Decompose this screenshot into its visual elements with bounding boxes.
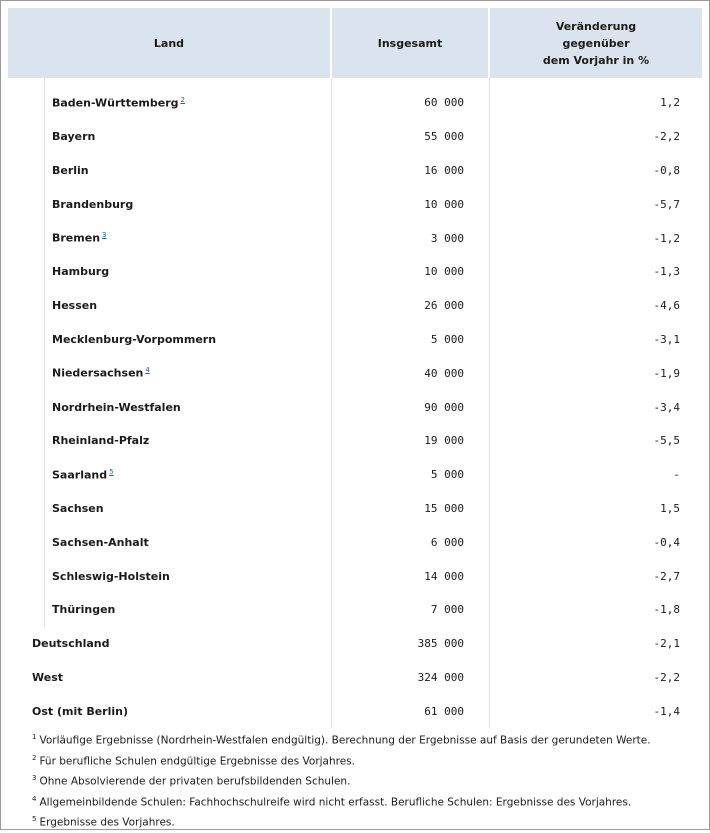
total-cell: 15 000 [332, 492, 490, 526]
footnote-text: Allgemeinbildende Schulen: Fachhochschulreife wird nicht erfasst. Berufliche Schulen: Ergebnisse des Vorjahres. [39, 796, 632, 809]
table-row [8, 289, 702, 323]
table-row [8, 78, 702, 120]
total-cell: 6 000 [332, 525, 490, 559]
summary-change-cell: -2,1 [653, 637, 680, 651]
summary-land-cell: Deutschland [8, 627, 332, 661]
land-cell [8, 120, 332, 154]
summary-land-cell: Ost (mit Berlin) [8, 694, 332, 728]
land-name: Hamburg [52, 265, 110, 279]
footnote-text: Vorläufige Ergebnisse (Nordrhein-Westfalen endgültig). Berechnung der Ergebnisse auf Basis der gerundeten Werte. [39, 734, 651, 747]
change-cell: -2,7 [653, 569, 680, 583]
footnote-item [32, 768, 692, 789]
total-cell: 16 000 [332, 154, 490, 188]
table-row [8, 323, 702, 357]
summary-row [8, 661, 702, 695]
total-cell: 14 000 [332, 559, 490, 593]
summary-change-cell: -1,4 [653, 704, 680, 718]
footnote-ref [145, 366, 149, 374]
land-cell [8, 221, 332, 255]
change-cell: -3,4 [653, 400, 680, 414]
land-name: Bremen [52, 231, 101, 245]
land-name: Bayern [52, 130, 96, 144]
total-cell: 90 000 [332, 390, 490, 424]
total-cell: 10 000 [332, 187, 490, 221]
header-total: Insgesamt [332, 8, 490, 78]
total-cell: 26 000 [332, 289, 490, 323]
land-name: Sachsen-Anhalt [52, 535, 149, 549]
total-cell: 55 000 [332, 120, 490, 154]
change-cell: 1,5 [660, 501, 680, 515]
header-land: Land [8, 8, 332, 78]
footnote-link[interactable]: 5 [109, 467, 114, 476]
change-cell: -3,1 [653, 332, 680, 346]
header-change-line-3: dem Vorjahr in % [542, 53, 650, 67]
header-change [490, 8, 702, 78]
land-name: Niedersachsen [52, 367, 144, 381]
change-cell: 1,2 [660, 96, 680, 110]
land-name: Brandenburg [52, 197, 134, 211]
land-name: Berlin [52, 163, 89, 177]
summary-total-cell: 385 000 [332, 627, 490, 661]
footnote-ref [102, 231, 106, 239]
land-cell [8, 78, 332, 120]
footnote-number: 5 [32, 815, 37, 824]
change-cell: -1,9 [653, 366, 680, 380]
footnote-item [32, 809, 692, 830]
summary-total-cell: 324 000 [332, 661, 490, 695]
total-cell: 40 000 [332, 356, 490, 390]
change-cell: -4,6 [653, 299, 680, 313]
land-cell [8, 424, 332, 458]
footnote-text: Ergebnisse des Vorjahres. [39, 816, 175, 829]
change-cell: -1,8 [653, 603, 680, 617]
footnote-number: 4 [32, 794, 37, 803]
total-cell: 5 000 [332, 323, 490, 357]
total-cell: 3 000 [332, 221, 490, 255]
land-cell [8, 458, 332, 492]
total-cell: 19 000 [332, 424, 490, 458]
change-cell: -0,8 [653, 163, 680, 177]
change-cell: -5,5 [653, 434, 680, 448]
footnote-link[interactable]: 4 [145, 366, 150, 375]
footnote-item [32, 789, 692, 810]
table-row [8, 492, 702, 526]
footnote-text: Für berufliche Schulen endgültige Ergebnisse des Vorjahres. [39, 755, 355, 768]
total-cell: 7 000 [332, 593, 490, 627]
footnote-item [32, 727, 692, 748]
table-row [8, 424, 702, 458]
land-cell [8, 593, 332, 627]
table-body [8, 78, 702, 728]
land-name: Schleswig-Holstein [52, 569, 170, 583]
summary-row [8, 694, 702, 728]
land-name: Thüringen [52, 603, 116, 617]
land-name: Nordrhein-Westfalen [52, 400, 181, 414]
change-cell: -5,7 [653, 197, 680, 211]
table-row [8, 593, 702, 627]
land-cell [8, 525, 332, 559]
statistics-table [8, 8, 702, 728]
summary-total-cell: 61 000 [332, 694, 490, 728]
summary-row [8, 627, 702, 661]
land-cell [8, 559, 332, 593]
summary-land-cell: West [8, 661, 332, 695]
land-cell [8, 323, 332, 357]
footnote-ref [181, 96, 185, 104]
total-cell: 60 000 [332, 78, 490, 120]
table-row [8, 390, 702, 424]
land-cell [8, 255, 332, 289]
change-cell: -0,4 [653, 535, 680, 549]
land-name: Saarland [52, 468, 108, 482]
change-cell: -1,2 [653, 231, 680, 245]
land-name: Baden-Württemberg [52, 96, 179, 110]
footnote-link[interactable]: 3 [102, 231, 107, 240]
total-cell: 5 000 [332, 458, 490, 492]
footnote-item [32, 748, 692, 769]
header-change-line-2: gegenüber [562, 36, 630, 50]
table-row [8, 255, 702, 289]
land-cell [8, 289, 332, 323]
land-name: Hessen [52, 299, 98, 313]
footnote-text: Ohne Absolvierende der privaten berufsbildenden Schulen. [39, 775, 351, 788]
land-name: Rheinland-Pfalz [52, 434, 150, 448]
land-name: Sachsen [52, 501, 104, 515]
footnotes [32, 727, 692, 830]
table-row [8, 187, 702, 221]
table-header-row [8, 8, 702, 78]
table-row [8, 120, 702, 154]
land-cell [8, 187, 332, 221]
footnote-ref [109, 468, 113, 476]
table-row [8, 559, 702, 593]
table-row [8, 356, 702, 390]
footnote-number: 3 [32, 774, 37, 783]
table-row [8, 525, 702, 559]
change-cell: -1,3 [653, 265, 680, 279]
land-name: Mecklenburg-Vorpommern [52, 332, 217, 346]
change-cell: -2,2 [653, 130, 680, 144]
land-cell [8, 154, 332, 188]
footnote-number: 2 [32, 753, 37, 762]
footnote-link[interactable]: 2 [180, 96, 185, 105]
land-cell [8, 356, 332, 390]
footnote-number: 1 [32, 733, 37, 741]
change-cell: - [673, 468, 680, 482]
table-row [8, 458, 702, 492]
table-row [8, 154, 702, 188]
land-cell [8, 390, 332, 424]
land-cell [8, 492, 332, 526]
total-cell: 10 000 [332, 255, 490, 289]
header-change-line-1: Veränderung [555, 19, 637, 33]
table-row [8, 221, 702, 255]
summary-change-cell: -2,2 [653, 670, 680, 684]
